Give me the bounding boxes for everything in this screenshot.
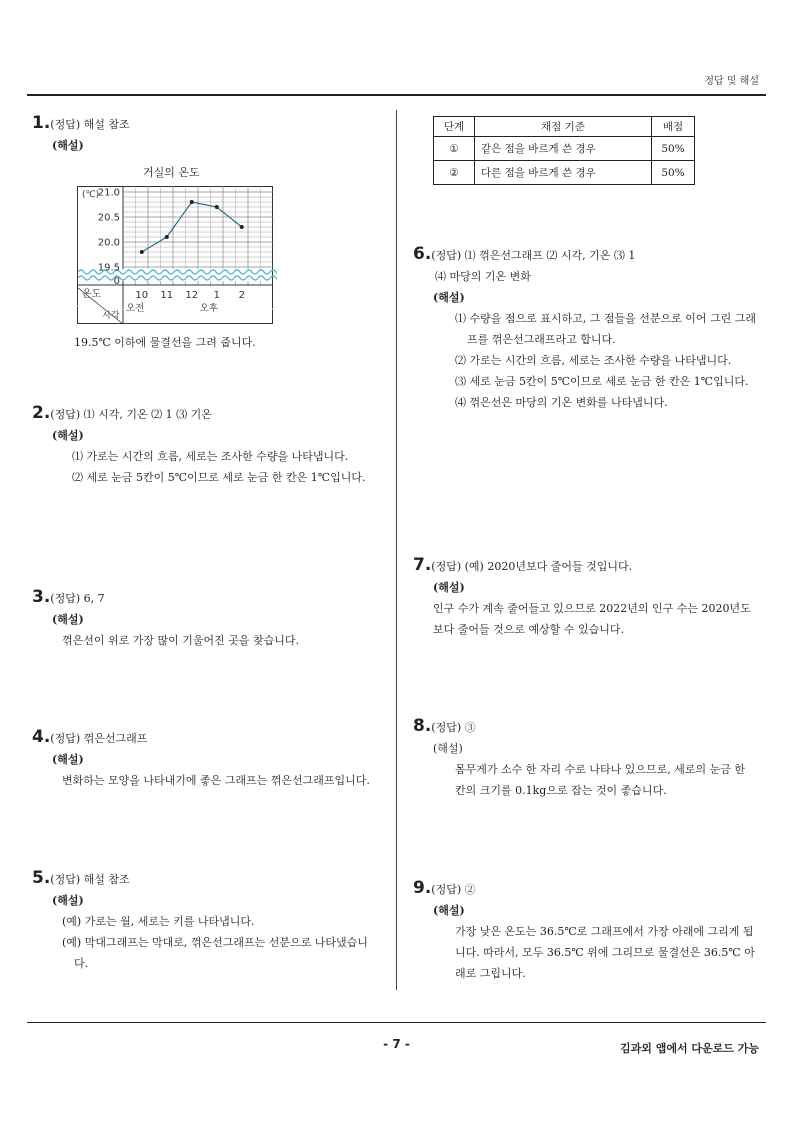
- question-7: [413, 555, 758, 640]
- scoring-table: [433, 116, 695, 185]
- explanation-text: 몸무게가 소수 한 자리 수로 나타나 있으므로, 세로의 눈금 한 칸의 크기를 0.1kg으로 잡는 것이 좋습니다.: [455, 763, 745, 797]
- question-number: 5.: [32, 868, 51, 888]
- y-tick-label: 20.5: [97, 212, 120, 224]
- question-number: 8.: [413, 716, 432, 736]
- answer: (정답) 꺾은선그래프: [50, 732, 148, 745]
- explanation-label: (해설): [433, 581, 465, 594]
- question-number: 7.: [413, 555, 432, 575]
- table-row: [434, 137, 695, 161]
- header-rule: [27, 94, 766, 96]
- question-number: 2.: [32, 403, 51, 423]
- x-group-label: 오전: [126, 303, 145, 314]
- question-2: [32, 403, 372, 488]
- question-8: [413, 716, 758, 801]
- x-tick-label: 12: [185, 290, 199, 301]
- table-cell: ②: [434, 161, 475, 185]
- y-tick-label: 0: [113, 276, 120, 287]
- explanation-item: ⑴ 가로는 시간의 흐름, 세로는 조사한 수량을 나타냅니다.: [72, 450, 349, 463]
- explanation-label: (해설): [52, 613, 84, 626]
- data-point: [240, 225, 244, 229]
- question-6: [413, 244, 758, 413]
- explanation-text: 꺾은선이 위로 가장 많이 기울어진 곳을 찾습니다.: [62, 634, 299, 647]
- explanation-label: (해설): [433, 742, 463, 755]
- answer: (정답) 해설 참조: [50, 873, 130, 886]
- explanation-label: (해설): [52, 753, 84, 766]
- y-tick-label: 20.0: [97, 237, 120, 249]
- explanation-label: (해설): [52, 139, 84, 152]
- question-9: [413, 878, 758, 984]
- explanation-item: ⑴ 수량을 점으로 표시하고, 그 점들을 선분으로 이어 그린 그래프를 꺾은선그래프라고 합니다.: [455, 312, 756, 346]
- y-unit-label: (℃): [82, 190, 100, 200]
- table-cell: 같은 점을 바르게 쓴 경우: [475, 137, 652, 161]
- chart-title: 거실의 온도: [143, 166, 200, 179]
- explanation-item: ⑶ 세로 눈금 5칸이 5℃이므로 세로 눈금 한 칸은 1℃입니다.: [455, 375, 749, 388]
- x-tick-label: 2: [238, 290, 245, 301]
- chart-note: 19.5℃ 이하에 물결선을 그려 줍니다.: [74, 336, 256, 349]
- table-cell: 50%: [652, 161, 695, 185]
- page-header: 정답 및 해설: [704, 76, 759, 87]
- x-tick-label: 11: [160, 290, 174, 301]
- table-row: [434, 161, 695, 185]
- answer: (정답) ②: [431, 883, 476, 896]
- explanation-item: (예) 막대그래프는 막대로, 꺾은선그래프는 선분으로 나타냈습니다.: [62, 936, 368, 970]
- explanation-item: (예) 가로는 월, 세로는 키를 나타냅니다.: [62, 915, 255, 928]
- y-tick-label: 21.0: [97, 187, 120, 199]
- page-number: - 7 -: [383, 1037, 410, 1051]
- question-number: 1.: [32, 113, 51, 133]
- answer-continued: ⑷ 마당의 기온 변화: [435, 270, 531, 283]
- question-4: [32, 727, 372, 791]
- y-axis-title: 온도: [82, 289, 102, 300]
- question-5: [32, 868, 372, 974]
- question-3: [32, 587, 372, 651]
- page-footer: 김과외 앱에서 다운로드 가능: [620, 1042, 759, 1055]
- explanation-item: ⑷ 꺾은선은 마당의 기온 변화를 나타냅니다.: [455, 396, 668, 409]
- table-header: 단계: [434, 117, 475, 137]
- y-tick-label: 19.5: [97, 262, 120, 274]
- question-number: 3.: [32, 587, 51, 607]
- x-axis-title: 시각: [102, 311, 120, 321]
- table-cell: ①: [434, 137, 475, 161]
- footer-rule: [27, 1022, 766, 1023]
- explanation-label: (해설): [433, 291, 465, 304]
- question-number: 6.: [413, 244, 432, 264]
- data-point: [140, 250, 144, 254]
- table-header: 배점: [652, 117, 695, 137]
- explanation-label: (해설): [52, 429, 84, 442]
- temperature-line-chart: [77, 184, 277, 326]
- data-point: [190, 200, 194, 204]
- table-header: 채점 기준: [475, 117, 652, 137]
- x-tick-label: 10: [135, 290, 149, 301]
- table-cell: 다른 점을 바르게 쓴 경우: [475, 161, 652, 185]
- question-1: [32, 113, 372, 156]
- answer: (정답) ⑴ 시각, 기온 ⑵ 1 ⑶ 기온: [50, 408, 212, 421]
- x-group-label: 오후: [199, 303, 219, 314]
- answer: (정답) ③: [431, 721, 476, 734]
- column-divider: [396, 110, 397, 990]
- explanation-item: ⑵ 세로 눈금 5칸이 5℃이므로 세로 눈금 한 칸은 1℃입니다.: [72, 471, 366, 484]
- explanation-text: 변화하는 모양을 나타내기에 좋은 그래프는 꺾은선그래프입니다.: [62, 774, 370, 787]
- question-number: 4.: [32, 727, 51, 747]
- answer: (정답) 6, 7: [50, 592, 105, 605]
- x-tick-label: 1: [213, 290, 220, 301]
- explanation-label: (해설): [52, 894, 84, 907]
- question-number: 9.: [413, 878, 432, 898]
- explanation-label: (해설): [433, 904, 465, 917]
- explanation-text: 가장 낮은 온도는 36.5℃로 그래프에서 가장 아래에 그리게 됩니다. 따라서, 모두 36.5℃ 위에 그리므로 물결선은 36.5℃ 아래로 그립니다.: [455, 925, 755, 980]
- answer: (정답) (예) 2020년보다 줄어들 것입니다.: [431, 560, 633, 573]
- answer: (정답) 해설 참조: [50, 118, 130, 131]
- explanation-item: ⑵ 가로는 시간의 흐름, 세로는 조사한 수량을 나타냅니다.: [455, 354, 732, 367]
- answer: (정답) ⑴ 꺾은선그래프 ⑵ 시각, 기온 ⑶ 1: [431, 249, 636, 262]
- data-point: [215, 205, 219, 209]
- explanation-text: 인구 수가 계속 줄어들고 있으므로 2022년의 인구 수는 2020년도보다 줄어들 것으로 예상할 수 있습니다.: [433, 602, 751, 636]
- data-point: [165, 235, 169, 239]
- table-cell: 50%: [652, 137, 695, 161]
